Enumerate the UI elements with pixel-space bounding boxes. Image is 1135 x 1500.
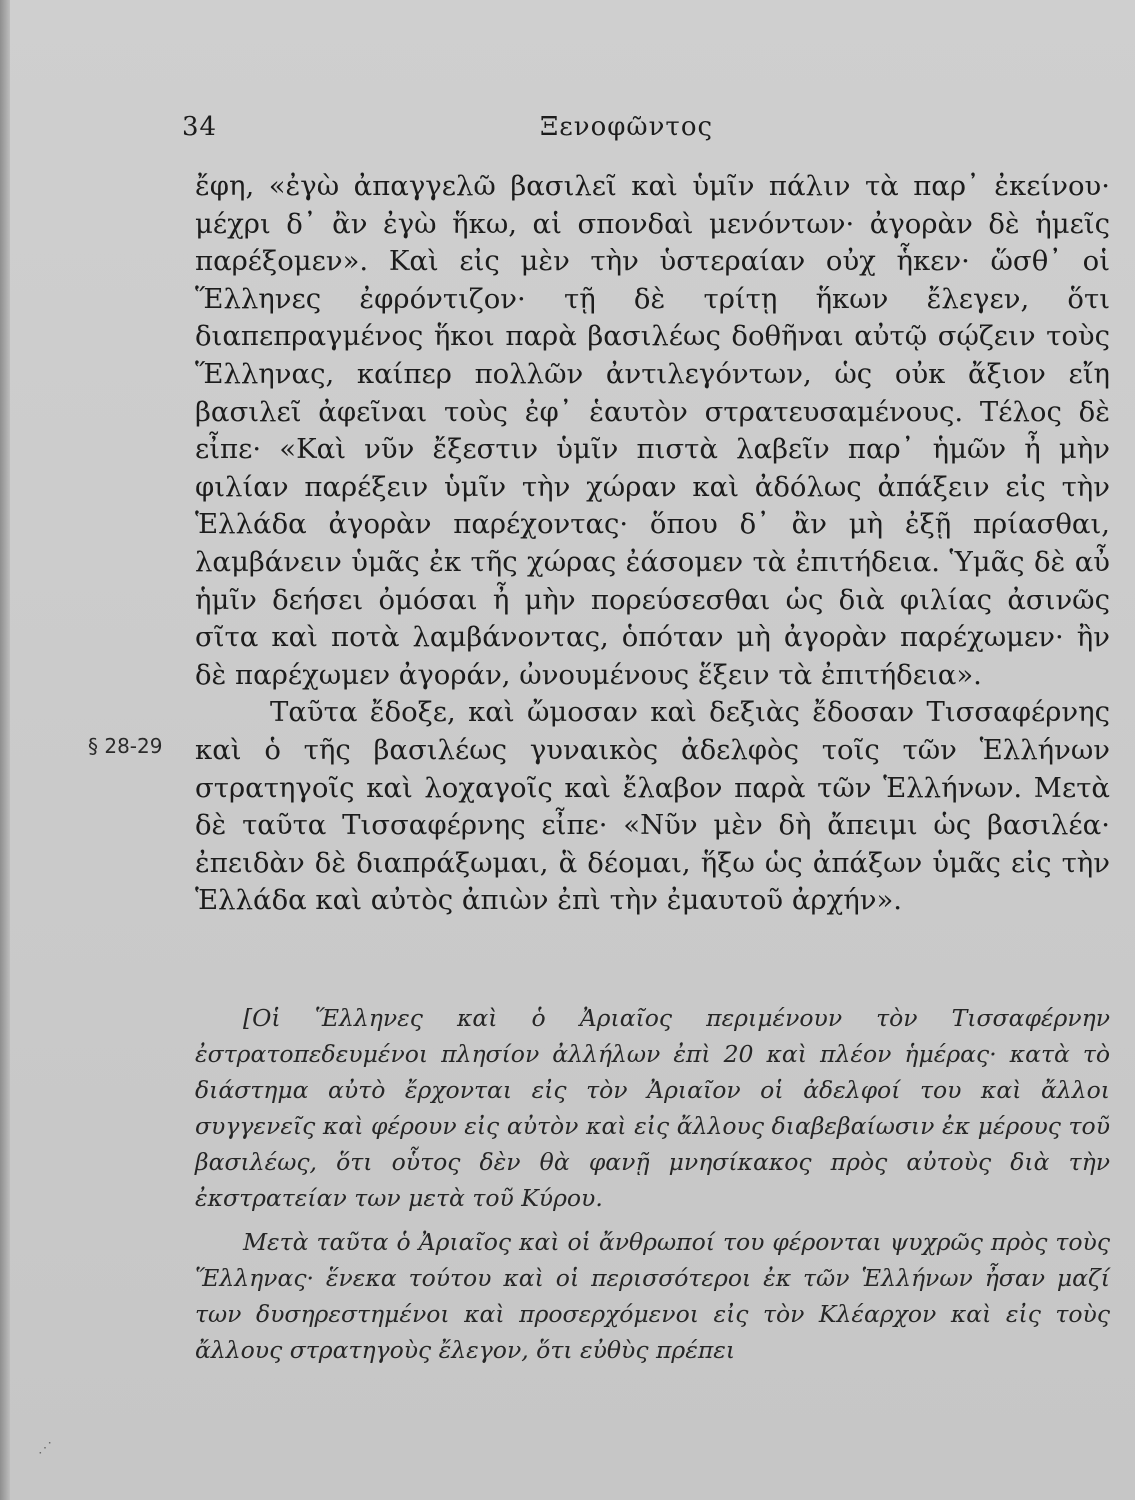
running-head: Ξενοφῶντος bbox=[540, 112, 714, 142]
margin-mark: ⋰ bbox=[38, 1440, 52, 1456]
summary-paragraph-1: [Οἱ Ἕλληνες καὶ ὁ Ἀριαῖος περιμένουν τὸν Τισσαφέρνην ἐστρατοπεδευμένοι πλησίον ἀλλήλων ἐπὶ 20 καὶ πλέον ἡμέρας· κατὰ τὸ διάστημα αὐτὸ ἔρχονται εἰς τὸν Ἀριαῖον οἱ ἀδελφοί του καὶ ἄλλοι συγγενεῖς καὶ φέρουν εἰς αὐτὸν καὶ εἰς ἄλλους διαβεβαίωσιν ἐκ μέρους τοῦ βασιλέως, ὅτι οὗτος δὲν θὰ φανῇ μνησίκακος πρὸς αὐτοὺς διὰ τὴν ἐκστρατείαν των μετὰ τοῦ Κύρου. bbox=[195, 1004, 1110, 1212]
section-reference: § 28-29 bbox=[88, 734, 163, 758]
main-text bbox=[195, 168, 1110, 920]
main-paragraph-1: ἔφη, «ἐγὼ ἀπαγγελῶ βασιλεῖ καὶ ὑμῖν πάλιν τὰ παρ᾿ ἐκείνου· μέχρι δ᾿ ἂν ἐγὼ ἥκω, αἱ σπονδαὶ μενόντων· ἀγορὰν δὲ ἡμεῖς παρέξομεν». Καὶ εἰς μὲν τὴν ὑστεραίαν οὐχ ἧκεν· ὥσθ᾿ οἱ Ἕλληνες ἐφρόντιζον· τῇ δὲ τρίτῃ ἥκων ἔλεγεν, ὅτι διαπεπραγμένος ἥκοι παρὰ βασιλέως δοθῆναι αὐτῷ σῴζειν τοὺς Ἕλληνας, καίπερ πολλῶν ἀντιλεγόντων, ὡς οὐκ ἄξιον εἴη βασιλεῖ ἀφεῖναι τοὺς ἐφ᾿ ἑαυτὸν στρατευσαμένους. Τέλος δὲ εἶπε· «Καὶ νῦν ἔξεστιν ὑμῖν πιστὰ λαβεῖν παρ᾿ ἡμῶν ἦ μὴν φιλίαν παρέξειν ὑμῖν τὴν χώραν καὶ ἀδόλως ἀπάξειν εἰς τὴν Ἑλλάδα ἀγορὰν παρέχοντας· ὅπου δ᾿ ἂν μὴ ἐξῇ πρίασθαι, λαμβάνειν ὑμᾶς ἐκ τῆς χώρας ἐάσομεν τὰ ἐπιτήδεια. Ὑμᾶς δὲ αὖ ἡμῖν δεήσει ὀμόσαι ἦ μὴν πορεύσεσθαι ὡς διὰ φιλίας ἀσινῶς σῖτα καὶ ποτὰ λαμβάνοντας, ὁπόταν μὴ ἀγορὰν παρέχωμεν· ἢν δὲ παρέχωμεν ἀγοράν, ὠνουμένους ἕξειν τὰ ἐπιτήδεια». bbox=[195, 170, 1110, 691]
main-paragraph-2: Ταῦτα ἔδοξε, καὶ ὤμοσαν καὶ δεξιὰς ἔδοσαν Τισσαφέρνης καὶ ὁ τῆς βασιλέως γυναικὸς ἀδελφὸς τοῖς τῶν Ἑλλήνων στρατηγοῖς καὶ λοχαγοῖς καὶ ἔλαβον παρὰ τῶν Ἑλλήνων. Μετὰ δὲ ταῦτα Τισσαφέρνης εἶπε· «Νῦν μὲν δὴ ἄπειμι ὡς βασιλέα· ἐπειδὰν δὲ διαπράξωμαι, ἃ δέομαι, ἥξω ὡς ἀπάξων ὑμᾶς εἰς τὴν Ἑλλάδα καὶ αὐτὸς ἀπιὼν ἐπὶ τὴν ἐμαυτοῦ ἀρχήν». bbox=[195, 696, 1110, 917]
page-edge-shadow bbox=[0, 0, 10, 1500]
page-header bbox=[0, 112, 1135, 152]
page-number: 34 bbox=[182, 112, 218, 142]
summary-paragraph-2: Μετὰ ταῦτα ὁ Ἀριαῖος καὶ οἱ ἄνθρωποί του φέρονται ψυχρῶς πρὸς τοὺς Ἕλληνας· ἕνεκα τούτου καὶ οἱ περισσότεροι ἐκ τῶν Ἑλλήνων ἦσαν μαζί των δυσηρεστημένοι καὶ προσερχόμενοι εἰς τὸν Κλέαρχον καὶ εἰς τοὺς ἄλλους στρατηγοὺς ἔλεγον, ὅτι εὐθὺς πρέπει bbox=[195, 1228, 1110, 1364]
summary-text bbox=[195, 1000, 1110, 1368]
